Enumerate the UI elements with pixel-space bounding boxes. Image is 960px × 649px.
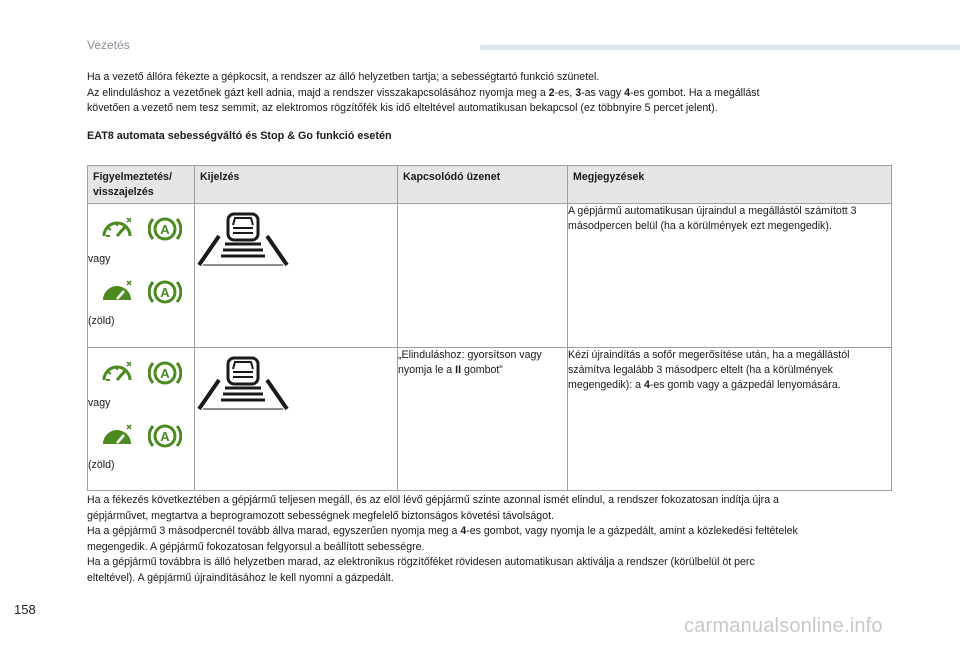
svg-text:A: A	[160, 285, 170, 300]
svg-text:A: A	[160, 222, 170, 237]
col-header-warning-line2: visszajelzés	[93, 186, 154, 198]
indicator-pair-outline	[88, 214, 194, 244]
intro-line-2d: -es gombot. Ha a megállást	[629, 86, 760, 99]
key-2: 2	[548, 86, 555, 99]
col-header-message: Kapcsolódó üzenet	[398, 166, 568, 204]
col-header-warning-line1: Figyelmeztetés/	[93, 171, 172, 183]
message-cell	[398, 348, 568, 491]
page-number: 158	[14, 602, 36, 617]
note-text-a: Kézi újraindítás a sofőr megerősítése után, ha a megállástól számítva legalább 3 másodperc eltelt (ha a körülmények megengedik): a	[568, 349, 850, 391]
watermark: carmanualsonline.info	[684, 615, 883, 637]
message-text-a: „Elinduláshoz: gyorsítson vagy nyomja le a	[398, 349, 542, 376]
outro-line-4: megengedik. A gépjármű fokozatosan felgyorsul a beállított sebességre.	[87, 540, 425, 553]
display-cell	[195, 348, 398, 491]
intro-line-1: Ha a vezető állóra fékezte a gépkocsit, a rendszer az álló helyzetben tartja; a sebességtartó funkció szünetel.	[87, 71, 600, 83]
svg-text:A: A	[160, 429, 170, 444]
note-cell	[568, 348, 892, 491]
speedometer-filled-icon	[100, 277, 134, 307]
stop-go-table	[87, 165, 892, 491]
table-row	[88, 204, 892, 348]
col-header-display: Kijelzés	[195, 166, 398, 204]
table-header-row	[88, 166, 892, 204]
key-3: 3	[575, 86, 582, 99]
header-bar	[480, 45, 960, 50]
intro-paragraph	[87, 70, 887, 117]
message-cell	[398, 204, 568, 348]
green-label: (zöld)	[88, 315, 115, 327]
auto-hold-icon	[148, 358, 182, 388]
speedometer-filled-icon	[100, 421, 134, 451]
message-text-b: gombot”	[461, 364, 503, 376]
outro-line-3a: Ha a gépjármű 3 másodpercnél tovább állva marad, egyszerűen nyomja meg a	[87, 525, 461, 537]
car-ahead-road-icon	[195, 210, 291, 268]
note-text-a: A gépjármű automatikusan újraindul a megállástól számított 3 másodpercen belül (ha a körülmények ezt megengedik).	[568, 205, 857, 232]
warning-cell	[88, 348, 195, 491]
table-row	[88, 348, 892, 491]
outro-line-5: Ha a gépjármű továbbra is álló helyzetben marad, az elektronikus rögzítőféket rövidesen automatikusan aktiválja a rendszer (körülbelül öt perc	[87, 556, 755, 568]
outro-line-3b: -es gombot, vagy nyomja le a gázpedált, amint a közlekedési feltételek	[466, 525, 798, 537]
outro-line-1: Ha a fékezés következtében a gépjármű teljesen megáll, és az elöl lévő gépjármű szinte azonnal ismét elindul, a rendszer fokozatosan indítja újra a	[87, 494, 779, 506]
intro-line-2a: Az elinduláshoz a vezetőnek gázt kell adnia, majd a rendszer visszakapcsolásához nyomja meg a	[87, 86, 549, 99]
auto-hold-icon	[148, 421, 182, 451]
intro-line-2c: -as vagy	[581, 86, 625, 99]
indicator-pair-filled	[88, 277, 194, 307]
intro-line-3: követően a vezető nem tesz semmit, az elektromos rögzítőfék kis idő elteltével automatikusan bekapcsol (ez többnyire 5 percet jelent).	[87, 102, 718, 114]
note-key: 4	[643, 379, 650, 391]
note-text-b: -es gomb vagy a gázpedál lenyomására.	[649, 379, 841, 391]
indicator-pair-outline	[88, 358, 194, 388]
auto-hold-icon	[148, 214, 182, 244]
note-cell	[568, 204, 892, 348]
display-cell	[195, 204, 398, 348]
indicator-pair-filled	[88, 421, 194, 451]
outro-paragraph	[87, 493, 887, 586]
car-ahead-road-icon	[195, 354, 291, 412]
auto-hold-icon	[148, 277, 182, 307]
or-label: vagy	[88, 397, 111, 409]
speedometer-outline-icon	[100, 214, 134, 244]
col-header-warning	[88, 166, 195, 204]
outro-line-2: gépjárművet, megtartva a beprogramozott sebességnek megfelelő biztonságos követési távolságot.	[87, 509, 554, 522]
warning-cell	[88, 204, 195, 348]
outro-line-6: elteltével). A gépjármű újraindításához le kell nyomni a gázpedált.	[87, 571, 394, 584]
svg-text:A: A	[160, 366, 170, 381]
intro-line-2b: -es,	[554, 86, 576, 99]
speedometer-outline-icon	[100, 358, 134, 388]
section-label: Vezetés	[87, 38, 130, 52]
section-title: EAT8 automata sebességváltó és Stop & Go funkció esetén	[87, 130, 392, 142]
key-4: 4	[624, 86, 630, 99]
or-label: vagy	[88, 253, 111, 265]
message-key: II	[455, 364, 462, 376]
key-4-outro: 4	[460, 525, 467, 537]
col-header-notes: Megjegyzések	[568, 166, 892, 204]
green-label: (zöld)	[88, 459, 115, 471]
